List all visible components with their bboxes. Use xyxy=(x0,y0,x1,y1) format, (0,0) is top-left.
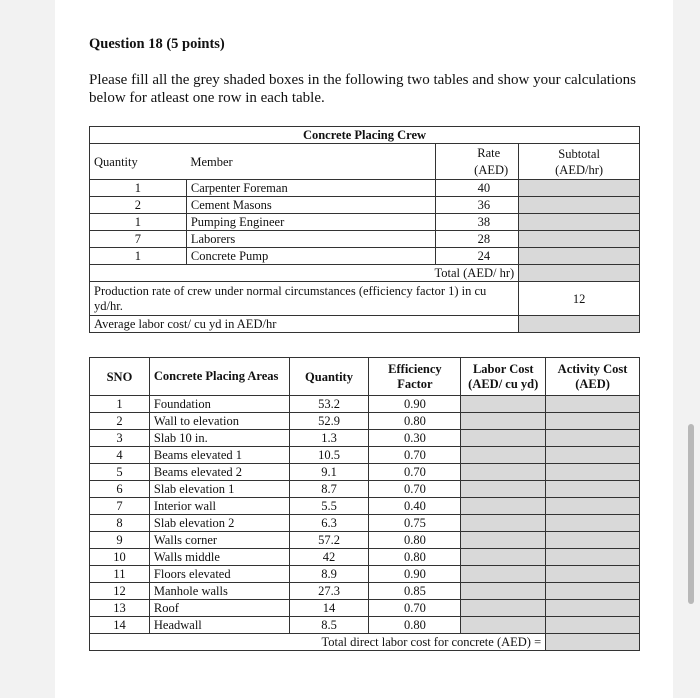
activity-cost-input[interactable] xyxy=(546,583,640,600)
labor-cost-input[interactable] xyxy=(461,430,546,447)
placing-row xyxy=(90,515,640,532)
labor-cost-input[interactable] xyxy=(461,464,546,481)
labor-cost-input[interactable] xyxy=(461,549,546,566)
placing-row xyxy=(90,481,640,498)
placing-efficiency: 0.70 xyxy=(369,447,461,464)
crew-member: Pumping Engineer xyxy=(186,214,435,231)
placing-area: Manhole walls xyxy=(149,583,289,600)
placing-area: Roof xyxy=(149,600,289,617)
labor-cost-input[interactable] xyxy=(461,600,546,617)
activity-cost-input[interactable] xyxy=(546,430,640,447)
crew-member: Laborers xyxy=(186,231,435,248)
header-quantity: Quantity xyxy=(90,144,187,180)
placing-area: Headwall xyxy=(149,617,289,634)
placing-quantity: 8.9 xyxy=(289,566,369,583)
labor-cost-input[interactable] xyxy=(461,515,546,532)
crew-row xyxy=(90,180,640,197)
activity-cost-input[interactable] xyxy=(546,549,640,566)
header-member: Member xyxy=(186,144,435,180)
placing-area: Interior wall xyxy=(149,498,289,515)
labor-cost-input[interactable] xyxy=(461,617,546,634)
crew-total-label: Total (AED/ hr) xyxy=(90,265,519,282)
placing-quantity: 52.9 xyxy=(289,413,369,430)
placing-quantity: 5.5 xyxy=(289,498,369,515)
header-rate: Rate (AED) xyxy=(436,144,519,180)
placing-quantity: 10.5 xyxy=(289,447,369,464)
activity-cost-input[interactable] xyxy=(546,566,640,583)
placing-efficiency: 0.85 xyxy=(369,583,461,600)
placing-sno: 14 xyxy=(90,617,150,634)
labor-cost-input[interactable] xyxy=(461,498,546,515)
placing-sno: 6 xyxy=(90,481,150,498)
header-areas: Concrete Placing Areas xyxy=(149,358,289,396)
crew-quantity: 1 xyxy=(90,214,187,231)
placing-efficiency: 0.30 xyxy=(369,430,461,447)
direct-labor-total-label: Total direct labor cost for concrete (AED) = xyxy=(90,634,546,651)
placing-sno: 7 xyxy=(90,498,150,515)
crew-quantity: 1 xyxy=(90,180,187,197)
crew-rate: 38 xyxy=(436,214,519,231)
placing-row xyxy=(90,413,640,430)
activity-cost-input[interactable] xyxy=(546,617,640,634)
crew-subtotal-input[interactable] xyxy=(519,214,640,231)
crew-quantity: 1 xyxy=(90,248,187,265)
placing-sno: 1 xyxy=(90,396,150,413)
placing-efficiency: 0.40 xyxy=(369,498,461,515)
placing-quantity: 9.1 xyxy=(289,464,369,481)
crew-row xyxy=(90,231,640,248)
placing-quantity: 14 xyxy=(289,600,369,617)
placing-quantity: 57.2 xyxy=(289,532,369,549)
activity-cost-input[interactable] xyxy=(546,498,640,515)
crew-member: Cement Masons xyxy=(186,197,435,214)
crew-row xyxy=(90,197,640,214)
placing-area: Wall to elevation xyxy=(149,413,289,430)
placing-row xyxy=(90,447,640,464)
crew-rate: 28 xyxy=(436,231,519,248)
placing-area: Slab 10 in. xyxy=(149,430,289,447)
header-subtotal: Subtotal (AED/hr) xyxy=(519,144,640,180)
placing-row xyxy=(90,396,640,413)
crew-row xyxy=(90,248,640,265)
placing-quantity: 27.3 xyxy=(289,583,369,600)
placing-row xyxy=(90,498,640,515)
header-quantity2: Quantity xyxy=(289,358,369,396)
placing-row xyxy=(90,532,640,549)
placing-sno: 5 xyxy=(90,464,150,481)
placing-quantity: 42 xyxy=(289,549,369,566)
placing-area: Foundation xyxy=(149,396,289,413)
activity-cost-input[interactable] xyxy=(546,396,640,413)
placing-efficiency: 0.80 xyxy=(369,413,461,430)
crew-subtotal-input[interactable] xyxy=(519,197,640,214)
placing-sno: 10 xyxy=(90,549,150,566)
placing-quantity: 53.2 xyxy=(289,396,369,413)
header-sno: SNO xyxy=(90,358,150,396)
placing-efficiency: 0.80 xyxy=(369,549,461,566)
placing-quantity: 6.3 xyxy=(289,515,369,532)
crew-total-input[interactable] xyxy=(519,265,640,282)
labor-cost-input[interactable] xyxy=(461,481,546,498)
placing-quantity: 8.5 xyxy=(289,617,369,634)
placing-area: Beams elevated 2 xyxy=(149,464,289,481)
crew-rate: 36 xyxy=(436,197,519,214)
crew-rate: 24 xyxy=(436,248,519,265)
crew-member: Concrete Pump xyxy=(186,248,435,265)
placing-sno: 2 xyxy=(90,413,150,430)
direct-labor-total-input[interactable] xyxy=(546,634,640,651)
question-instructions: Please fill all the grey shaded boxes in the following two tables and show your calculations below for atleast one row in each table. xyxy=(89,72,636,106)
crew-row xyxy=(90,214,640,231)
header-activity-cost: Activity Cost (AED) xyxy=(546,358,640,396)
average-cost-input[interactable] xyxy=(519,316,640,333)
crew-rate: 40 xyxy=(436,180,519,197)
labor-cost-input[interactable] xyxy=(461,532,546,549)
placing-area: Walls corner xyxy=(149,532,289,549)
placing-sno: 12 xyxy=(90,583,150,600)
header-efficiency: Efficiency Factor xyxy=(369,358,461,396)
placing-efficiency: 0.90 xyxy=(369,566,461,583)
placing-row xyxy=(90,566,640,583)
placing-quantity: 1.3 xyxy=(289,430,369,447)
vertical-scrollbar[interactable] xyxy=(688,424,694,604)
question-title: Question 18 (5 points) xyxy=(89,36,225,52)
placing-efficiency: 0.80 xyxy=(369,532,461,549)
crew-quantity: 7 xyxy=(90,231,187,248)
activity-cost-input[interactable] xyxy=(546,532,640,549)
placing-quantity: 8.7 xyxy=(289,481,369,498)
activity-cost-input[interactable] xyxy=(546,447,640,464)
placing-area: Slab elevation 2 xyxy=(149,515,289,532)
placing-row xyxy=(90,549,640,566)
header-labor-cost: Labor Cost (AED/ cu yd) xyxy=(461,358,546,396)
crew-member: Carpenter Foreman xyxy=(186,180,435,197)
placing-efficiency: 0.70 xyxy=(369,481,461,498)
labor-cost-input[interactable] xyxy=(461,447,546,464)
crew-table xyxy=(89,126,640,333)
placing-row xyxy=(90,430,640,447)
placing-sno: 3 xyxy=(90,430,150,447)
placing-table xyxy=(89,357,640,651)
placing-area: Floors elevated xyxy=(149,566,289,583)
labor-cost-input[interactable] xyxy=(461,566,546,583)
crew-subtotal-input[interactable] xyxy=(519,180,640,197)
labor-cost-input[interactable] xyxy=(461,583,546,600)
crew-subtotal-input[interactable] xyxy=(519,248,640,265)
production-rate-label: Production rate of crew under normal circumstances (efficiency factor 1) in cu yd/hr. xyxy=(90,282,519,316)
activity-cost-input[interactable] xyxy=(546,464,640,481)
placing-efficiency: 0.75 xyxy=(369,515,461,532)
placing-area: Beams elevated 1 xyxy=(149,447,289,464)
labor-cost-input[interactable] xyxy=(461,396,546,413)
average-cost-label: Average labor cost/ cu yd in AED/hr xyxy=(90,316,519,333)
placing-area: Slab elevation 1 xyxy=(149,481,289,498)
crew-table-title: Concrete Placing Crew xyxy=(90,127,640,144)
placing-row xyxy=(90,583,640,600)
placing-efficiency: 0.70 xyxy=(369,464,461,481)
activity-cost-input[interactable] xyxy=(546,600,640,617)
activity-cost-input[interactable] xyxy=(546,481,640,498)
activity-cost-input[interactable] xyxy=(546,413,640,430)
placing-area: Walls middle xyxy=(149,549,289,566)
crew-quantity: 2 xyxy=(90,197,187,214)
placing-row xyxy=(90,617,640,634)
placing-sno: 4 xyxy=(90,447,150,464)
placing-row xyxy=(90,600,640,617)
activity-cost-input[interactable] xyxy=(546,515,640,532)
placing-sno: 13 xyxy=(90,600,150,617)
placing-efficiency: 0.80 xyxy=(369,617,461,634)
placing-row xyxy=(90,464,640,481)
labor-cost-input[interactable] xyxy=(461,413,546,430)
placing-sno: 8 xyxy=(90,515,150,532)
crew-subtotal-input[interactable] xyxy=(519,231,640,248)
production-rate-value: 12 xyxy=(519,282,640,316)
placing-efficiency: 0.90 xyxy=(369,396,461,413)
placing-sno: 11 xyxy=(90,566,150,583)
placing-efficiency: 0.70 xyxy=(369,600,461,617)
placing-sno: 9 xyxy=(90,532,150,549)
